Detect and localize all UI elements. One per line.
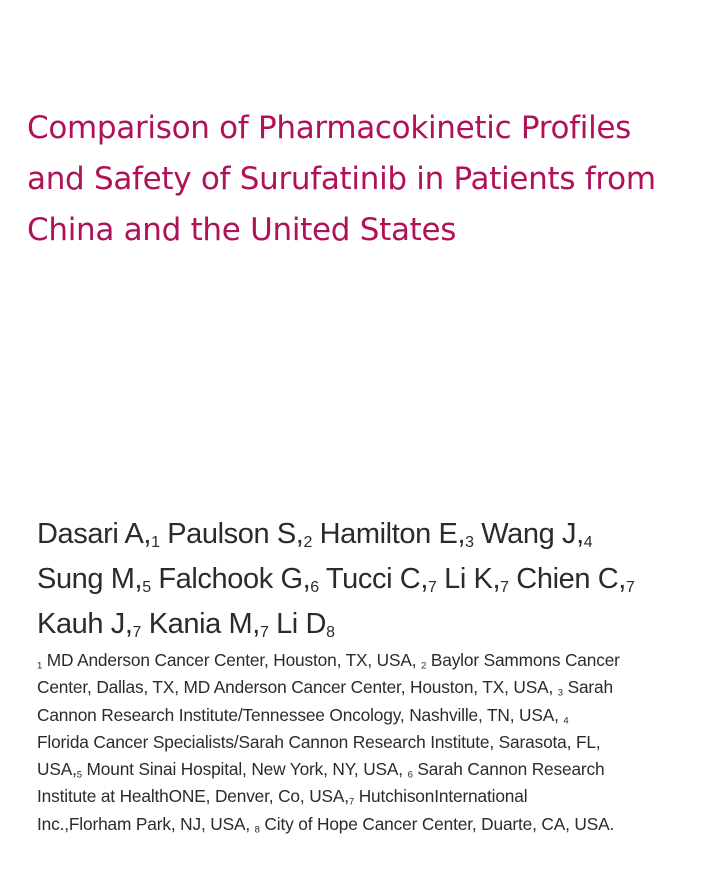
author: [516, 563, 634, 595]
author: [37, 608, 141, 640]
author: [276, 608, 334, 640]
affiliation-line: [37, 674, 677, 701]
author-name: Kauh J,: [37, 608, 133, 640]
author-affiliation-number: 2: [303, 533, 312, 551]
affiliation-line: [37, 811, 677, 838]
affiliation-text: USA,: [37, 759, 77, 780]
author-affiliation-number: 3: [465, 533, 474, 551]
affiliation-number: 7: [348, 796, 355, 808]
author-name: Dasari A,: [37, 518, 152, 550]
affiliation-number: 2: [421, 660, 427, 672]
author-affiliation-number: 7: [132, 623, 142, 641]
author: [37, 518, 160, 550]
author-name: Wang J,: [481, 518, 584, 550]
affiliation-text: HutchisonInternational: [354, 786, 528, 807]
author-name: Kania M,: [148, 608, 260, 640]
title-line: China and the United States: [27, 212, 457, 248]
author-affiliation-number: 7: [500, 578, 509, 596]
author-line: [37, 602, 717, 647]
author-line: [37, 512, 717, 557]
affiliation-line: [37, 729, 677, 756]
author-affiliation-number: 6: [310, 578, 319, 596]
affiliation-line: [37, 783, 677, 810]
affiliation-text: MD Anderson Cancer Center, Houston, TX, USA,: [42, 650, 422, 670]
affiliation-number: 4: [563, 714, 569, 726]
author-name: Paulson S,: [167, 518, 304, 550]
affiliation-text: Inc.,Florham Park, NJ, USA,: [37, 813, 255, 834]
author-affiliation-number: 4: [583, 533, 593, 551]
affiliation-number: 1: [37, 660, 43, 672]
author: [326, 563, 437, 595]
author: [167, 518, 312, 550]
author-affiliation-number: 7: [625, 578, 635, 596]
author-name: Tucci C,: [325, 563, 428, 595]
affiliation-text: Baylor Sammons Cancer: [426, 650, 620, 670]
author: [158, 563, 318, 595]
author-name: Falchook G,: [158, 563, 311, 595]
affiliation-line: [37, 756, 677, 783]
affiliation-text: Florida Cancer Specialists/Sarah Cannon Research Institute, Sarasota, FL,: [37, 731, 601, 752]
author-name: Li D: [276, 608, 327, 640]
author-list: [37, 512, 717, 647]
author-affiliation-number: 7: [427, 578, 437, 596]
affiliation-number: 8: [254, 824, 260, 836]
author-name: Sung M,: [37, 563, 143, 595]
title-line: Comparison of Pharmacokinetic Profiles: [27, 110, 632, 146]
affiliation-number: 3: [557, 687, 563, 699]
author: [149, 608, 269, 640]
author-name: Chien C,: [516, 563, 626, 595]
author-affiliation-number: 8: [326, 623, 335, 641]
author: [481, 518, 592, 550]
author: [37, 563, 151, 595]
paper-title: [27, 103, 707, 256]
affiliation-line: [37, 702, 677, 729]
author-line: [37, 557, 717, 602]
affiliation-text: Sarah Cannon Research: [412, 759, 605, 780]
author: [320, 518, 474, 550]
affiliation-text: Mount Sinai Hospital, New York, NY, USA,: [81, 759, 408, 780]
author-affiliation-number: 5: [142, 578, 151, 596]
affiliation-text: Institute at HealthONE, Denver, Co, USA,: [37, 786, 349, 807]
title-line: and Safety of Surufatinib in Patients from: [27, 161, 656, 197]
author-affiliation-number: 1: [151, 533, 160, 551]
affiliation-text: Cannon Research Institute/Tennessee Oncology, Nashville, TN, USA,: [37, 704, 564, 725]
affiliations: [37, 647, 677, 838]
affiliation-number: 6: [407, 769, 413, 781]
affiliation-text: City of Hope Cancer Center, Duarte, CA, USA.: [259, 813, 615, 834]
affiliation-text: Center, Dallas, TX, MD Anderson Cancer Center, Houston, TX, USA,: [37, 677, 558, 698]
author-name: Hamilton E,: [319, 518, 466, 550]
affiliation-number: 5: [76, 769, 82, 781]
author-name: Li K,: [444, 563, 501, 595]
affiliation-line: [37, 647, 677, 674]
author: [444, 563, 509, 595]
author-affiliation-number: 7: [259, 623, 269, 641]
affiliation-text: Sarah: [562, 677, 613, 698]
